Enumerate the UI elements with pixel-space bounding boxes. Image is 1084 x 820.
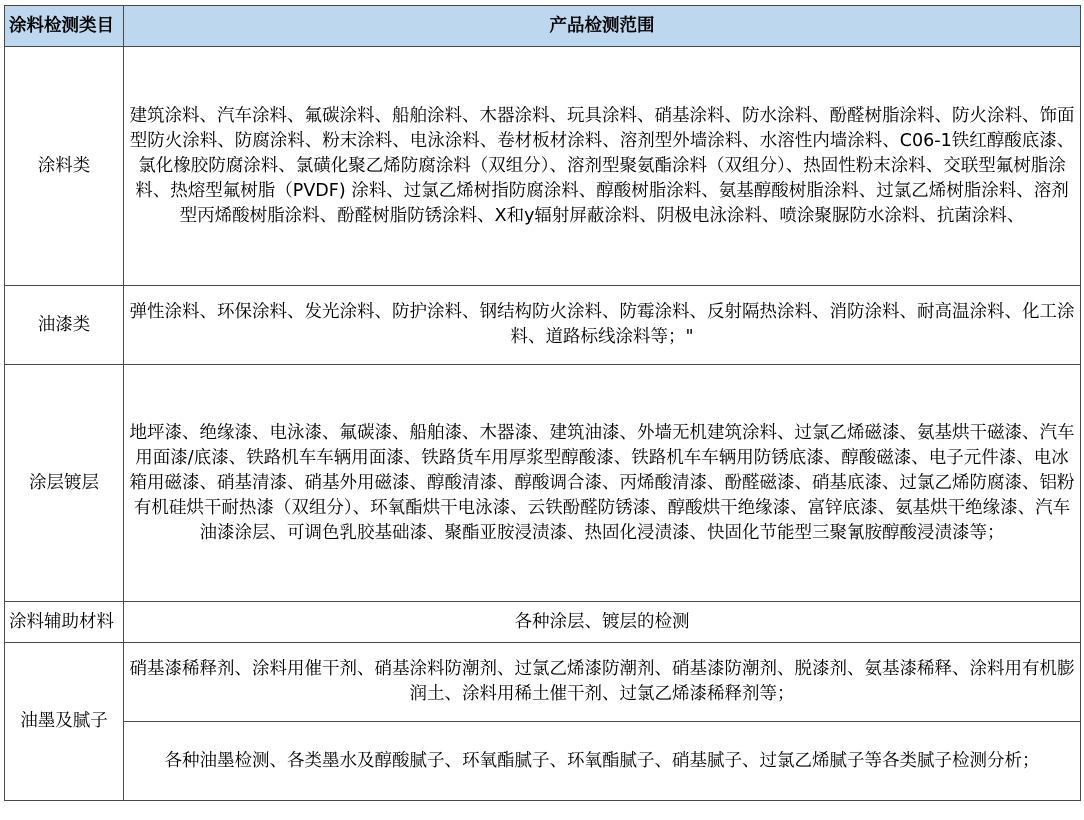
table-header-row <box>5 6 1081 47</box>
scope-cell: 建筑涂料、汽车涂料、氟碳涂料、船舶涂料、木器涂料、玩具涂料、硝基涂料、防水涂料、酚醛树脂涂料、防火涂料、饰面型防火涂料、防腐涂料、粉末涂料、电泳涂料、卷材板材涂料、溶剂型外墙涂料、水溶性内墙涂料、C06-1铁红醇酸底漆、氯化橡胶防腐涂料、氯磺化聚乙烯防腐涂料（双组分）、溶剂型聚氨酯涂料（双组分）、热固性粉末涂料、交联型氟树脂涂料、热熔型氟树脂（PVDF) 涂料、过氯乙烯树指防腐涂料、醇酸树脂涂料、氨基醇酸树脂涂料、过氯乙烯树脂涂料、溶剂型丙烯酸树脂涂料、酚醛树脂防锈涂料、X和y辐射屏蔽涂料、阴极电泳涂料、喷涂聚脲防水涂料、抗菌涂料、 <box>124 47 1081 286</box>
table-row <box>5 286 1081 365</box>
category-cell: 油墨及腻子 <box>5 643 124 801</box>
header-scope: 产品检测范围 <box>124 6 1081 47</box>
header-category: 涂料检测类目 <box>5 6 124 47</box>
table-row <box>5 722 1081 801</box>
category-cell: 涂层镀层 <box>5 365 124 602</box>
scope-cell: 硝基漆稀释剂、涂料用催干剂、硝基涂料防潮剂、过氯乙烯漆防潮剂、硝基漆防潮剂、脱漆剂、氨基漆稀释、涂料用有机膨润土、涂料用稀土催干剂、过氯乙烯漆稀释剂等； <box>124 643 1081 722</box>
table-row <box>5 47 1081 286</box>
category-cell: 涂料辅助材料 <box>5 602 124 643</box>
category-cell: 涂料类 <box>5 47 124 286</box>
scope-cell: 地坪漆、绝缘漆、电泳漆、氟碳漆、船舶漆、木器漆、建筑油漆、外墙无机建筑涂料、过氯乙烯磁漆、氨基烘干磁漆、汽车用面漆/底漆、铁路机车车辆用面漆、铁路货车用厚浆型醇酸漆、铁路机车车辆用防锈底漆、醇酸磁漆、电子元件漆、电冰箱用磁漆、硝基清漆、硝基外用磁漆、醇酸清漆、醇酸调合漆、丙烯酸清漆、酚醛磁漆、硝基底漆、过氯乙烯防腐漆、铝粉有机硅烘干耐热漆（双组分）、环氧酯烘干电泳漆、云铁酚醛防锈漆、醇酸烘干绝缘漆、富锌底漆、氨基烘干绝缘漆、汽车油漆涂层、可调色乳胶基础漆、聚酯亚胺浸渍漆、热固化浸渍漆、快固化节能型三聚氰胺醇酸浸渍漆等； <box>124 365 1081 602</box>
category-cell: 油漆类 <box>5 286 124 365</box>
testing-scope-table <box>4 5 1081 801</box>
scope-cell: 各种涂层、镀层的检测 <box>124 602 1081 643</box>
scope-cell: 弹性涂料、环保涂料、发光涂料、防护涂料、钢结构防火涂料、防霉涂料、反射隔热涂料、消防涂料、耐高温涂料、化工涂料、道路标线涂料等；" <box>124 286 1081 365</box>
table-row <box>5 602 1081 643</box>
scope-cell: 各种油墨检测、各类墨水及醇酸腻子、环氧酯腻子、环氧酯腻子、硝基腻子、过氯乙烯腻子等各类腻子检测分析； <box>124 722 1081 801</box>
table-row <box>5 365 1081 602</box>
table-row <box>5 643 1081 722</box>
